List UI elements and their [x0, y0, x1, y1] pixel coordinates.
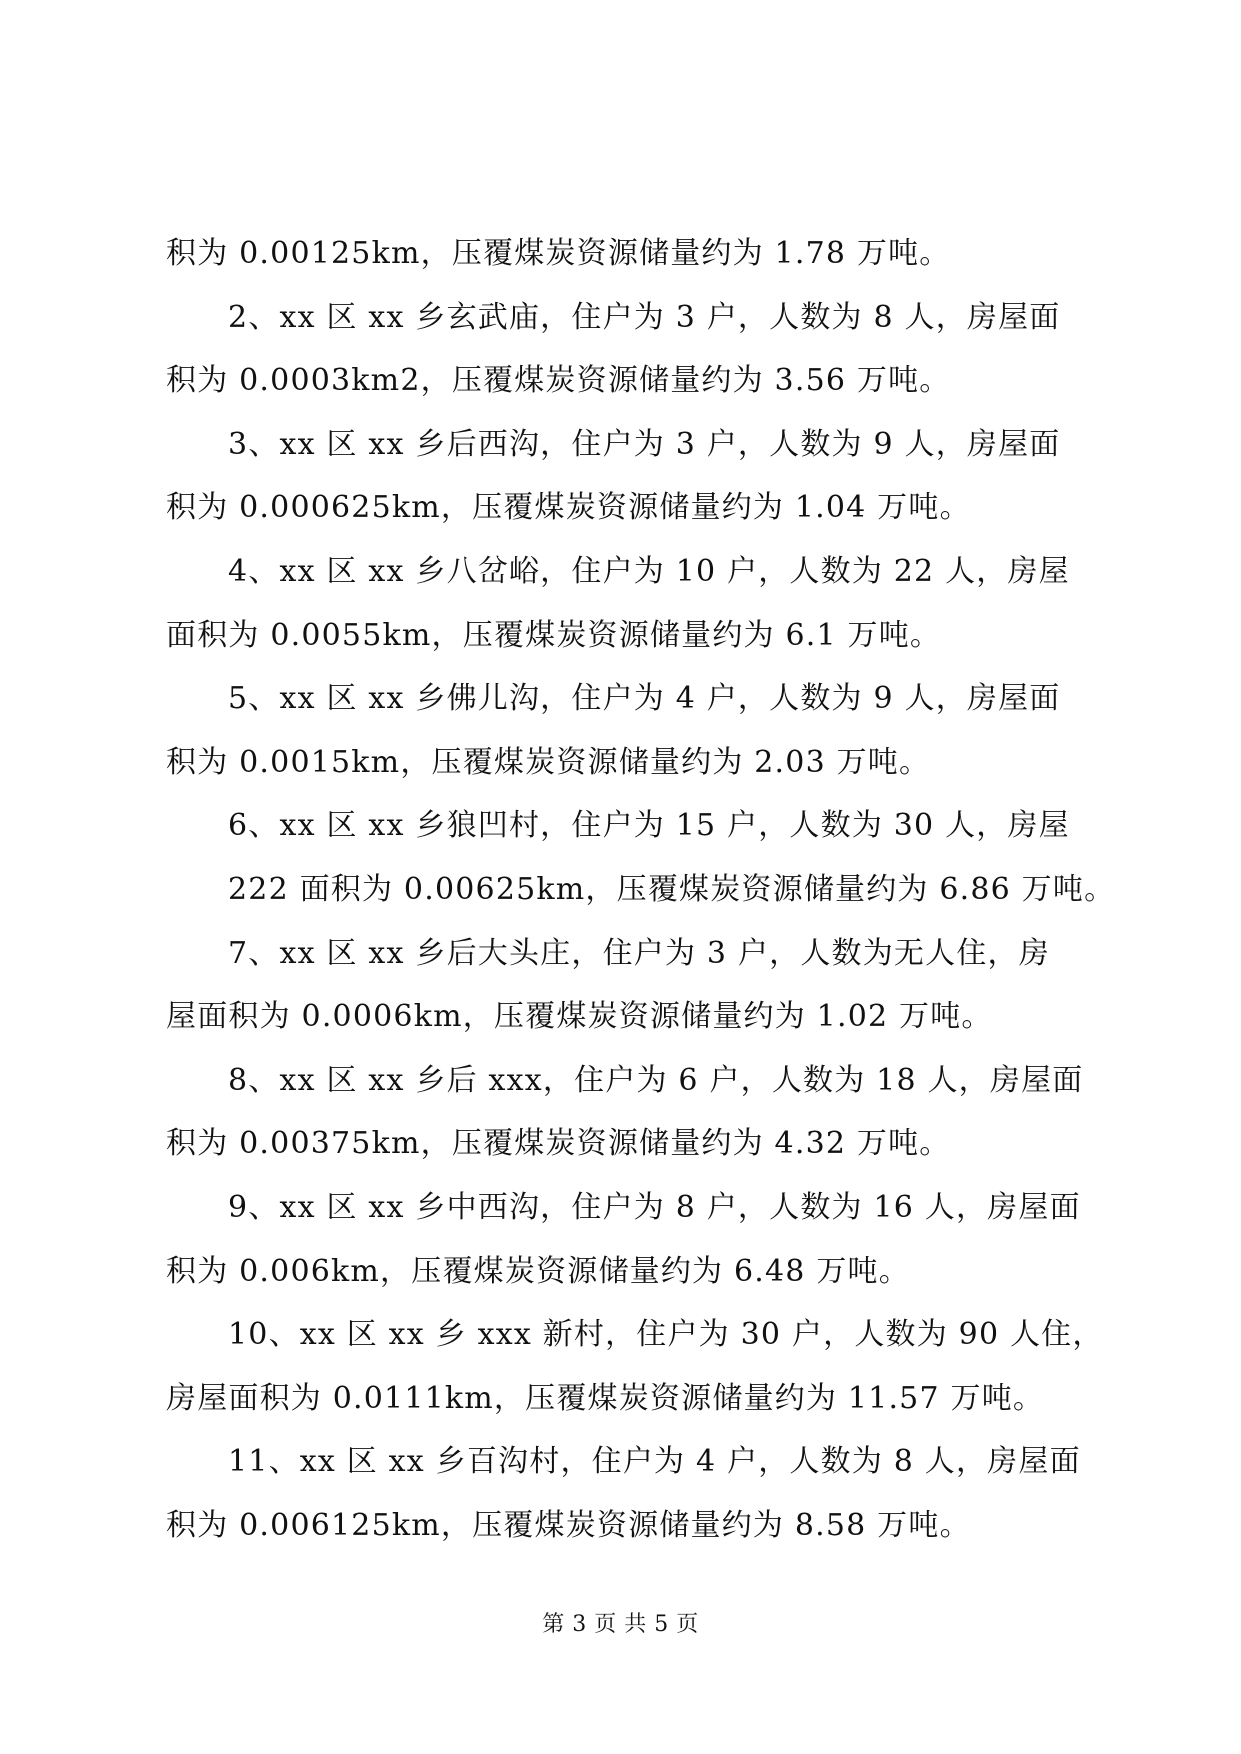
- text-line: 积为 0.0015km，压覆煤炭资源储量约为 2.03 万吨。: [166, 744, 931, 780]
- text-line: 10、xx 区 xx 乡 xxx 新村，住户为 30 户，人数为 90 人住，: [228, 1317, 1104, 1353]
- text-line: 9、xx 区 xx 乡中西沟，住户为 8 户，人数为 16 人，房屋面: [228, 1189, 1081, 1225]
- text-line: 积为 0.000625km，压覆煤炭资源储量约为 1.04 万吨。: [166, 490, 971, 526]
- text-line: 4、xx 区 xx 乡八岔峪，住户为 10 户，人数为 22 人，房屋: [228, 553, 1070, 589]
- text-line: 11、xx 区 xx 乡百沟村，住户为 4 户，人数为 8 人，房屋面: [228, 1444, 1081, 1480]
- text-line: 积为 0.006km，压覆煤炭资源储量约为 6.48 万吨。: [166, 1253, 910, 1289]
- text-line: 积为 0.00375km，压覆煤炭资源储量约为 4.32 万吨。: [166, 1126, 951, 1162]
- text-line: 222 面积为 0.00625km，压覆煤炭资源储量约为 6.86 万吨。: [228, 871, 1116, 907]
- text-line: 3、xx 区 xx 乡后西沟，住户为 3 户，人数为 9 人，房屋面: [228, 426, 1061, 462]
- text-line: 积为 0.006125km，压覆煤炭资源储量约为 8.58 万吨。: [166, 1507, 971, 1543]
- text-line: 5、xx 区 xx 乡佛儿沟，住户为 4 户，人数为 9 人，房屋面: [228, 681, 1061, 717]
- page-footer: [0, 1610, 1241, 1640]
- text-line: 8、xx 区 xx 乡后 xxx，住户为 6 户，人数为 18 人，房屋面: [228, 1062, 1084, 1098]
- text-line: 屋面积为 0.0006km，压覆煤炭资源储量约为 1.02 万吨。: [166, 999, 993, 1035]
- page-number-label: 第 3 页 共 5 页: [542, 1612, 699, 1637]
- text-line: 积为 0.00125km，压覆煤炭资源储量约为 1.78 万吨。: [166, 236, 951, 271]
- text-line: 2、xx 区 xx 乡玄武庙，住户为 3 户，人数为 8 人，房屋面: [228, 299, 1061, 335]
- text-line: 6、xx 区 xx 乡狼凹村，住户为 15 户，人数为 30 人，房屋: [228, 808, 1070, 844]
- text-line: 房屋面积为 0.0111km，压覆煤炭资源储量约为 11.57 万吨。: [166, 1380, 1045, 1416]
- text-line: 面积为 0.0055km，压覆煤炭资源储量约为 6.1 万吨。: [166, 617, 942, 653]
- text-line: 积为 0.0003km2，压覆煤炭资源储量约为 3.56 万吨。: [166, 363, 951, 399]
- text-line: 7、xx 区 xx 乡后大头庄，住户为 3 户，人数为无人住，房: [228, 935, 1050, 971]
- body-text: [166, 232, 1116, 1567]
